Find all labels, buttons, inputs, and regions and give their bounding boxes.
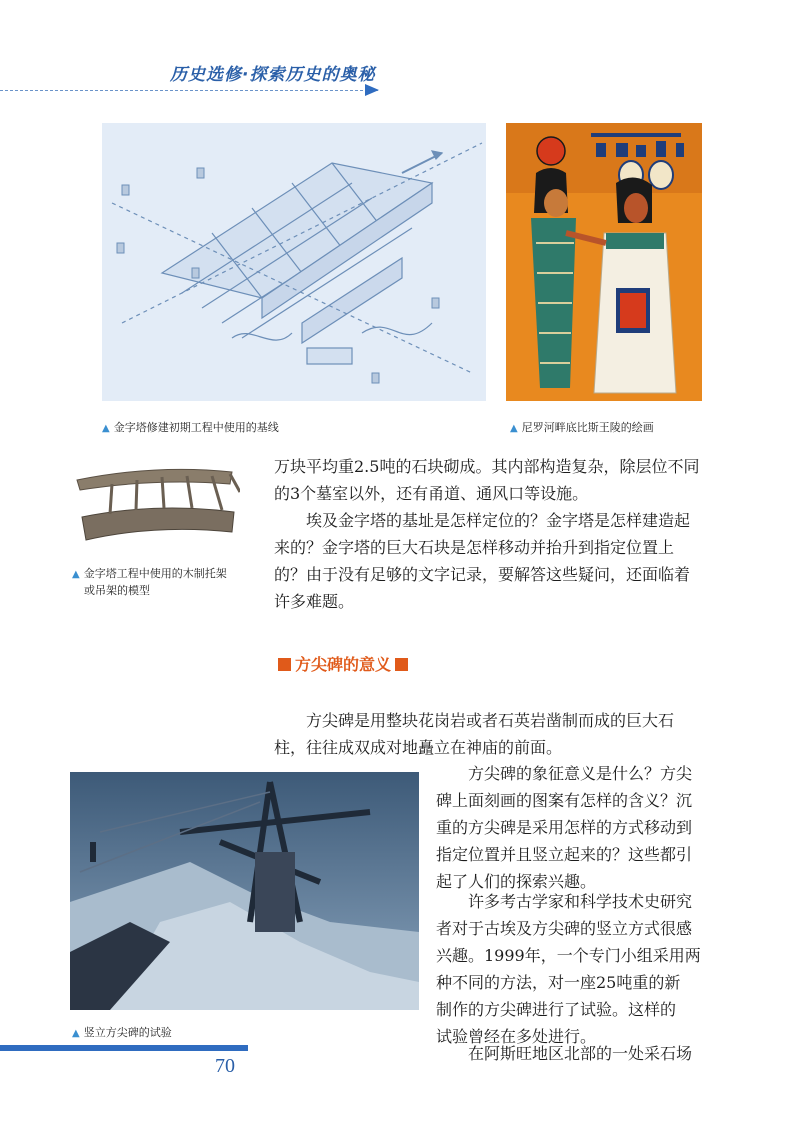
wooden-sled-caption-line1 [72, 565, 227, 581]
page-number: 70 [215, 1055, 235, 1077]
text-line: 兴趣。1999年，一个专门小组采用两 [436, 946, 701, 965]
text-line: 在阿斯旺地区北部的一处采石场 [468, 1044, 693, 1063]
text-line: 的3个墓室以外，还有甬道、通风口等设施。 [274, 484, 589, 503]
text-line: 碑上面刻画的图案有怎样的含义？沉 [436, 791, 693, 810]
heading-square-icon [395, 658, 408, 671]
text-line: 者对于古埃及方尖碑的竖立方式很感 [436, 919, 693, 938]
paragraph-aswan [436, 1040, 702, 1067]
text-line: 方尖碑是用整块花岗岩或者石英岩凿制而成的巨大石 [306, 711, 675, 730]
caption-text: 竖立方尖碑的试验 [83, 1026, 172, 1039]
text-line: 方尖碑的象征意义是什么？方尖 [468, 764, 693, 783]
text-line: 埃及金字塔的基址是怎样定位的？金字塔是怎样建造起 [306, 511, 691, 530]
caption-text: 金字塔修建初期工程中使用的基线 [113, 421, 279, 434]
baseline-sketch-figure [102, 123, 486, 401]
wooden-sled-figure [72, 462, 240, 552]
text-line: 来的？金字塔的巨大石块是怎样移动并抬升到指定位置上 [274, 538, 675, 557]
caption-triangle-icon: ▲ [510, 423, 518, 434]
caption-triangle-icon: ▲ [72, 1028, 80, 1039]
tomb-painting-caption [510, 419, 654, 435]
text-line: 柱，往往成双成对地矗立在神庙的前面。 [274, 738, 563, 757]
paragraph-pyramid-structure [274, 453, 702, 507]
section-heading-text: 方尖碑的意义 [295, 655, 392, 674]
obelisk-raising-caption [72, 1024, 172, 1040]
text-line: 种不同的方法，对一座25吨重的新 [436, 973, 681, 992]
section-heading [274, 652, 412, 675]
footer-bar [0, 1045, 248, 1051]
paragraph-obelisk-experiment [436, 888, 702, 1050]
caption-text: 金字塔工程中使用的木制托架 [83, 567, 227, 580]
caption-text: 尼罗河畔底比斯王陵的绘画 [521, 421, 654, 434]
caption-triangle-icon: ▲ [72, 569, 80, 580]
text-line: 制作的方尖碑进行了试验。这样的 [436, 1000, 677, 1019]
tomb-painting-figure [506, 123, 702, 401]
text-line: 指定位置并且竖立起来的？这些都引 [436, 845, 693, 864]
paragraph-obelisk-questions [436, 760, 702, 895]
text-line: 重的方尖碑是采用怎样的方式移动到 [436, 818, 693, 837]
paragraph-pyramid-questions [274, 507, 702, 615]
obelisk-raising-figure [70, 772, 419, 1010]
heading-square-icon [278, 658, 291, 671]
text-line: 许多难题。 [274, 592, 355, 611]
running-header-title: 历史选修·探索历史的奥秘 [170, 65, 376, 85]
header-divider [0, 90, 378, 91]
text-line: 的？由于没有足够的文字记录，要解答这些疑问，还面临着 [274, 565, 691, 584]
text-line: 许多考古学家和科学技术史研究 [468, 892, 693, 911]
header-arrow-icon [365, 84, 379, 96]
baseline-sketch-caption [102, 419, 279, 435]
caption-triangle-icon: ▲ [102, 423, 110, 434]
wooden-sled-caption-line2: 或吊架的模型 [84, 584, 150, 597]
text-line: 万块平均重2.5吨的石块砌成。其内部构造复杂，除层位不同 [274, 457, 700, 476]
paragraph-obelisk-definition [274, 707, 702, 761]
text-line: 试验曾经在多处进行。 [436, 1027, 597, 1046]
text-line: 起了人们的探索兴趣。 [436, 872, 597, 891]
